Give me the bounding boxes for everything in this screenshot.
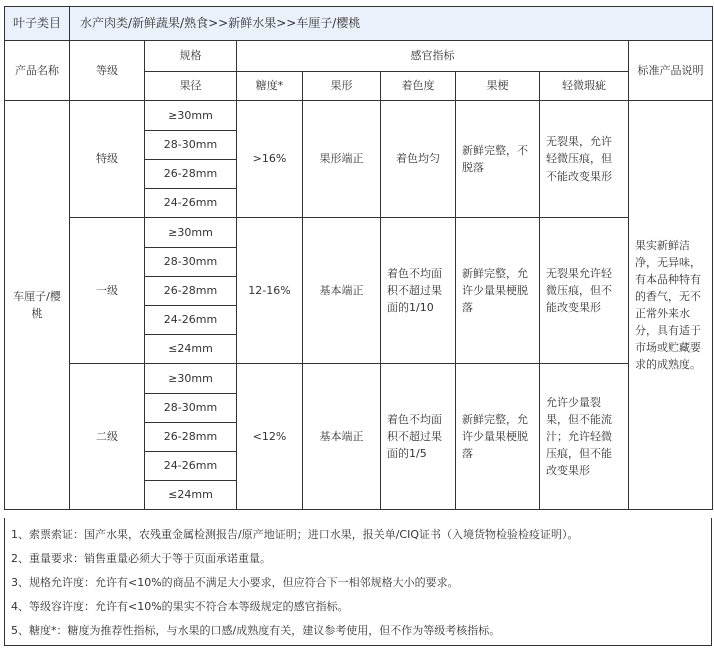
spec-table — [4, 6, 713, 510]
size-cell: ≥30mm — [145, 364, 237, 394]
grade-name: 一级 — [70, 218, 145, 364]
color-cell: 着色不均面积不超过果面的1/10 — [381, 218, 456, 364]
note-item: 2、重量要求：销售重量必须大于等于页面承诺重量。 — [11, 552, 271, 565]
header-fruit-diameter: 果径 — [145, 72, 237, 101]
header-grade: 等级 — [70, 41, 145, 101]
shape-cell: 基本端正 — [303, 364, 381, 510]
table-row — [5, 364, 713, 394]
size-cell: 26-28mm — [145, 160, 237, 189]
note-item: 1、索票索证：国产水果，农残重金属检测报告/原产地证明；进口水果，报关单/CIQ证书（入境货物检验检疫证明）。 — [11, 528, 579, 541]
note-item: 5、糖度*：糖度为推荐性指标，与水果的口感/成熟度有关，建议参考使用，但不作为等级考核指标。 — [11, 624, 501, 637]
size-cell: 24-26mm — [145, 189, 237, 218]
header-spec: 规格 — [145, 41, 237, 72]
breadcrumb-row — [5, 7, 713, 41]
category-label: 叶子类目 — [5, 7, 70, 41]
size-cell: ≥30mm — [145, 218, 237, 248]
header-row-1 — [5, 41, 713, 72]
color-cell: 着色均匀 — [381, 101, 456, 218]
header-color: 着色度 — [381, 72, 456, 101]
header-standard-desc: 标准产品说明 — [629, 41, 713, 101]
header-defect: 轻微瑕疵 — [540, 72, 629, 101]
size-cell: ≤24mm — [145, 335, 237, 364]
header-shape: 果形 — [303, 72, 381, 101]
size-cell: ≥30mm — [145, 101, 237, 131]
shape-cell: 基本端正 — [303, 218, 381, 364]
size-cell: 28-30mm — [145, 131, 237, 160]
category-breadcrumb: 水产肉类/新鲜蔬果/熟食>>新鲜水果>>车厘子/樱桃 — [70, 7, 713, 41]
defect-cell: 无裂果允许轻微压痕，但不能改变果形 — [540, 218, 629, 364]
sugar-cell: >16% — [237, 101, 303, 218]
sugar-cell: 12-16% — [237, 218, 303, 364]
size-cell: ≤24mm — [145, 481, 237, 510]
color-cell: 着色不均面积不超过果面的1/5 — [381, 364, 456, 510]
notes-section — [4, 518, 712, 646]
size-cell: 28-30mm — [145, 394, 237, 423]
grade-name: 特级 — [70, 101, 145, 218]
defect-cell: 允许少量裂果，但不能流汁；允许轻微压痕，但不能改变果形 — [540, 364, 629, 510]
defect-cell: 无裂果，允许轻微压痕，但不能改变果形 — [540, 101, 629, 218]
header-sensory: 感官指标 — [237, 41, 629, 72]
size-cell: 26-28mm — [145, 423, 237, 452]
header-sugar: 糖度* — [237, 72, 303, 101]
note-item: 3、规格允许度：允许有<10%的商品不满足大小要求，但应符合下一相邻规格大小的要求。 — [11, 576, 459, 589]
table-row — [5, 101, 713, 131]
header-stem: 果梗 — [456, 72, 540, 101]
size-cell: 24-26mm — [145, 306, 237, 335]
sugar-cell: <12% — [237, 364, 303, 510]
shape-cell: 果形端正 — [303, 101, 381, 218]
standard-description: 果实新鲜洁净，无异味，有本品种特有的香气，无不正常外来水分，具有适于市场或贮藏要求的成熟度。 — [629, 101, 713, 510]
product-name-cell: 车厘子/樱桃 — [5, 101, 70, 510]
header-product-name: 产品名称 — [5, 41, 70, 101]
grade-name: 二级 — [70, 364, 145, 510]
table-row — [5, 218, 713, 248]
size-cell: 24-26mm — [145, 452, 237, 481]
stem-cell: 新鲜完整，允许少量果梗脱落 — [456, 364, 540, 510]
stem-cell: 新鲜完整，允许少量果梗脱落 — [456, 218, 540, 364]
note-item: 4、等级容许度：允许有<10%的果实不符合本等级规定的感官指标。 — [11, 600, 349, 613]
stem-cell: 新鲜完整，不脱落 — [456, 101, 540, 218]
size-cell: 26-28mm — [145, 277, 237, 306]
size-cell: 28-30mm — [145, 248, 237, 277]
